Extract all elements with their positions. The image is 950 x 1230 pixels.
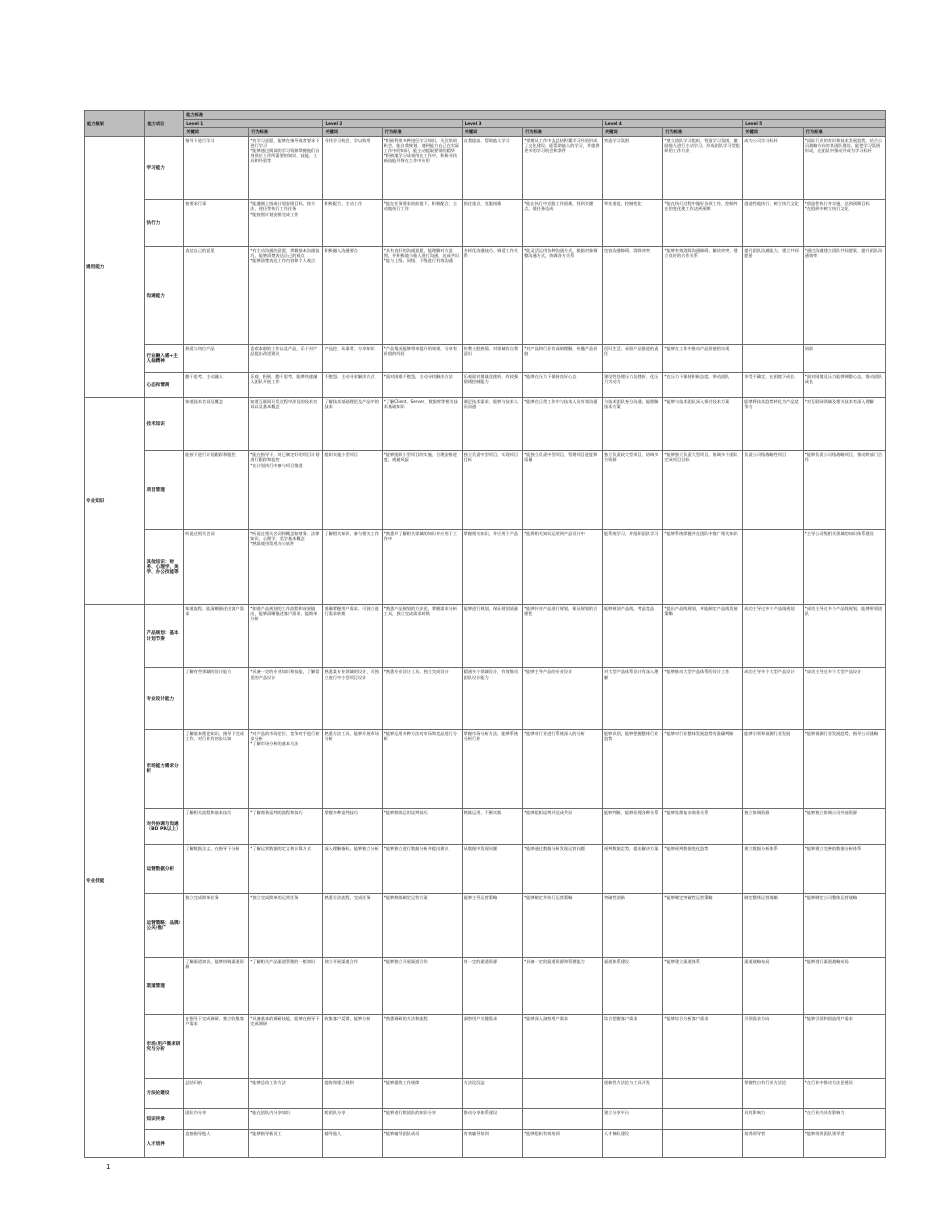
level-behavior: *能够独立进行数据分析并提出建议	[382, 845, 462, 894]
level-behavior: *熟悉并了解相关领域的知识并应用于工作中	[382, 530, 462, 604]
level-behavior: *能够组织小型项目的实施，合理安排进度，规避风险	[382, 451, 462, 530]
level-behavior: *积极利用多种途径学习知识，关注培训机会，能自我规划，遇到能力自己在实际工作中的知识，能主动提取要领的精华 *积极地学习成果用在工作中，积极寻找新技能并将在工作中应用	[382, 136, 462, 200]
level-behavior: *能够指导新员工	[249, 1130, 323, 1158]
level-keyword: 寻找学习机会、学以致用	[323, 136, 382, 200]
level-behavior: *能够主导产品的专业设计	[523, 668, 603, 730]
competency-item: 学习能力	[145, 136, 184, 200]
level-behavior: *能将相关知识运用到产品设计中	[523, 530, 603, 604]
level-keyword: 负责公司级战略性项目	[743, 451, 803, 530]
level-behavior: *能够与技术团队深入探讨技术方案	[663, 398, 743, 451]
level-behavior: *通过沟通建立团队共同愿景，提升团队沟通效率	[803, 247, 885, 345]
level-behavior: 同前	[803, 345, 885, 373]
level-behavior: 喜欢本职的工作以及产品，乐于对产品提出改进建议	[249, 345, 323, 373]
level-behavior: *对互联网领域及相关技术有深入理解	[803, 398, 885, 451]
level-keyword	[743, 345, 803, 373]
level-keyword: 指导下进行学习	[184, 136, 249, 200]
header-item: 能力项目	[145, 111, 184, 137]
level-keyword: 洞察用户关键需求	[462, 1015, 522, 1079]
level-keyword: 人才梯队建设	[602, 1130, 662, 1158]
level-keyword: 产品控、从事者、分享知识	[323, 345, 382, 373]
level-behavior: *熟悉调研的方法和流程	[382, 1015, 462, 1079]
level-behavior: *具备一定的渠道资源和管理能力	[523, 957, 603, 1014]
level-keyword: 与技术团队充分沟通，能理解技术方案	[602, 398, 662, 451]
level-keyword: 能够识别，能够把握整体行业趋势	[602, 730, 662, 809]
level-behavior: 知道互联网开发过程中涉及的技术名词以及基本概念	[249, 398, 323, 451]
level-keyword: 乐观面对挑战及挫折，有较强情绪控制能力	[462, 372, 522, 398]
competency-item: 其他知识：财务、心理学、美学、办公技能等	[145, 530, 184, 604]
competency-item: 沟通能力	[145, 247, 184, 345]
level-keyword: 表达自己的意见	[184, 247, 249, 345]
header-keywords: 关键词	[743, 128, 803, 137]
level-behavior: *能够针对产品进行规划，保证规划的合理性	[523, 604, 603, 668]
level-behavior: *能够总结工作方法	[249, 1079, 323, 1109]
level-behavior: *能够建立渠道体系	[663, 957, 743, 1014]
level-keyword: 了解渠道知识，能够协调渠道资源	[184, 957, 249, 1014]
level-keyword: 在指导下完成调研，独立收集客户需求	[184, 1015, 249, 1079]
competency-table	[84, 110, 886, 1158]
level-behavior: *能够提炼工作规律	[382, 1079, 462, 1109]
level-keyword: 深入理解指标，能够独立分析	[323, 845, 382, 894]
level-behavior: *产品情况能够带来提升的效果，分享有价值的经验	[382, 345, 462, 373]
table-row	[85, 451, 886, 530]
level-behavior: *熟悉专业设计工具，独立完成设计	[382, 668, 462, 730]
level-behavior: *对产品的市场定位、竞争对手进行初步分析 *了解市场分析的基本方法	[249, 730, 323, 809]
level-behavior: *创造性执行并实施，达到预期目标 *在组织中树立执行文化	[803, 200, 885, 247]
level-behavior: *能在指导下，对已制定好的项目计划进行跟踪和监控 *在计划执行中参与项目推进	[249, 451, 323, 530]
header-behavior: 行为标准	[803, 128, 885, 137]
level-keyword: 熟悉某专业领域的设计，可独立进行中小型项目设计	[323, 668, 382, 730]
level-keyword: 成功主导多个大型产品设计	[743, 668, 803, 730]
level-behavior: *了解运营数据的定义和计算方式	[249, 845, 323, 894]
level-behavior: *在压力下保持积极态度，带动团队	[663, 372, 743, 398]
level-keyword: 提升团队沟通能力、建立共同愿景	[743, 247, 803, 345]
level-behavior: *能够组织有效培训	[523, 1130, 603, 1158]
level-keyword: 具有影响力	[743, 1108, 803, 1129]
competency-item: 市场能力需求分析	[145, 730, 184, 809]
level-keyword: 能够进行规划，保证规划质量	[462, 604, 522, 668]
level-behavior: *能够推动大型产品体系的设计工作	[663, 668, 743, 730]
level-keyword: 对大型产品体系设计有深入理解	[602, 668, 662, 730]
competency-item: 心态和情商	[145, 372, 184, 398]
table-row	[85, 136, 886, 200]
level-behavior: *能够处理复杂商务关系	[663, 808, 743, 844]
level-behavior: *了解商务谈判的流程和技巧	[249, 808, 323, 844]
level-behavior: *提出产品线规划，并能制定产品线发展策略	[663, 604, 743, 668]
header-behavior: 行为标准	[249, 128, 323, 137]
level-behavior: *成功主导过多个大型产品设计	[803, 668, 885, 730]
header-behavior: 行为标准	[382, 128, 462, 137]
competency-item: 渠道管理	[145, 957, 184, 1014]
level-keyword: 满足技术需求、能够与技术人员沟通	[462, 398, 522, 451]
level-keyword: 包容沟通障碍、消除冲突	[602, 247, 662, 345]
table-row	[85, 957, 886, 1014]
level-keyword: 能够主导运营策略	[462, 893, 522, 957]
level-keyword: 勤于思考、主动融入	[184, 372, 249, 398]
level-behavior: *面对困境及压力能够调整心态，推动团队成长	[803, 372, 885, 398]
level-keyword: 了解数据含义，在指导下分析	[184, 845, 249, 894]
table-row	[85, 730, 886, 809]
level-keyword: 从数据中发现问题	[462, 845, 522, 894]
competency-item: 项目管理	[145, 451, 184, 530]
level-keyword: 知道技术名词及概念	[184, 398, 249, 451]
level-keyword: 培养领导者	[743, 1130, 803, 1158]
level-keyword: 热爱与岗位产品	[184, 345, 249, 373]
level-behavior: *能独立负责中型项目，管理项目进度和质量	[523, 451, 603, 530]
level-keyword: 独立协调资源	[743, 808, 803, 844]
level-keyword: 成功主导过多个产品线规划	[743, 604, 803, 668]
level-behavior: 乐观、积极，勤于思考，能够快速融入团队开展工作	[249, 372, 323, 398]
table-row	[85, 247, 886, 345]
level-behavior: *能在团队内分享知识	[249, 1108, 323, 1129]
level-behavior: *能够制定公司整体运营战略	[803, 893, 885, 957]
level-keyword: 自我提高、帮助他人学习	[462, 136, 522, 200]
level-behavior: *国际行业的有识和技术发展趋势，结合公司战略方向对其团队建设，能把学习氛围形成，在团队中推动并成为学习标杆	[803, 136, 885, 200]
level-keyword: 不抱怨、主动寻求解决方式	[323, 372, 382, 398]
level-behavior: *能够熟练制定运营方案	[382, 893, 462, 957]
level-keyword: 建设性处理压力及挫折，化压力为动力	[602, 372, 662, 398]
competency-item: 运营策略：品牌/公关/推广	[145, 893, 184, 957]
level-keyword: 了解相关知识、参与相关工作	[323, 530, 382, 604]
level-keyword	[743, 530, 803, 604]
level-keyword: 总结归纳	[184, 1079, 249, 1109]
level-behavior	[523, 1108, 603, 1129]
level-behavior: *能够负责公司级战略项目，推动跨部门合作	[803, 451, 885, 530]
level-keyword: 回归生活，承担产品推进的责任	[602, 345, 662, 373]
level-keyword: 精通多个领域设计，有效推动团队设计能力	[462, 668, 522, 730]
level-keyword: 能按下进行计划跟踪和跟控	[184, 451, 249, 530]
level-keyword: 有一定的渠道资源	[462, 957, 522, 1014]
level-behavior: *对产品和行业有深刻理解，传播产品价值	[523, 345, 603, 373]
header-behavior: 行为标准	[663, 128, 743, 137]
level-behavior: *熟悉产品规划的方法论，掌握需求分析工具，独立完成需求转换	[382, 604, 462, 668]
level-keyword: 建立分享平台	[602, 1108, 662, 1129]
level-behavior: *主导公司级相关领域的知识体系建设	[803, 530, 885, 604]
header-level: Level 2	[323, 119, 462, 128]
level-keyword: 掌握多种谈判技巧	[323, 808, 382, 844]
header-keywords: 关键词	[323, 128, 382, 137]
level-keyword: 直接指导他人	[184, 1130, 249, 1158]
level-behavior: *能够在压力下保持良好心态	[523, 372, 603, 398]
level-behavior: *听说过相关名词和概念如财务、法律知识、心理学、美学基本概念 *熟练使用常用办公软件	[249, 530, 323, 604]
header-keywords: 关键词	[462, 128, 522, 137]
competency-item: 市场/用户需求研究与分析	[145, 1015, 184, 1079]
level-behavior: *在行业内具有影响力	[803, 1108, 885, 1129]
level-keyword: 预判数据走势，提出解决方案	[602, 845, 662, 894]
level-keyword: 营造学习氛围	[602, 136, 662, 200]
level-keyword: 创新性方法论与工具开发	[602, 1079, 662, 1109]
level-behavior: *能够通过数据分析发现运营问题	[523, 845, 603, 894]
level-behavior: *能够独立协调公司外部资源	[803, 808, 885, 844]
level-keyword: 能系统学习，并组织团队学习	[602, 530, 662, 604]
level-behavior: *能够熟练运用谈判技巧	[382, 808, 462, 844]
table-row	[85, 345, 886, 373]
level-keyword: 成为公司学习标杆	[743, 136, 803, 200]
level-behavior: *能够培养团队领导者	[803, 1130, 885, 1158]
level-behavior: *能够引领和创造用户需求	[803, 1015, 885, 1079]
level-behavior: *能够进行跨团队的知识分享	[382, 1108, 462, 1129]
level-keyword: 积极配合、主动工作	[323, 200, 382, 247]
level-behavior: *能在任务要求的前提下，积极配合、主动地执行工作	[382, 200, 462, 247]
table-row	[85, 372, 886, 398]
table-row	[85, 893, 886, 957]
level-behavior	[523, 1079, 603, 1109]
level-keyword: 能够将技术趋势转化为产品竞争力	[743, 398, 803, 451]
level-behavior: *能够建立完善的数据分析体系	[803, 845, 885, 894]
level-behavior: *能够进行渠道战略布局	[803, 957, 885, 1014]
level-behavior: *具备一定的专业知识和技能，了解常见的产品设计	[249, 668, 323, 730]
level-behavior: *有学习意愿，能够在指导或者要求下进行学习 *能够通过阅读的学习资源掌握他们自身岗位工作所需要的知识、技能、工具和经验等	[249, 136, 323, 200]
level-keyword: 了解有些领域的设计能力	[184, 668, 249, 730]
level-keyword: 掌握性自有行业方法论	[743, 1079, 803, 1109]
level-behavior: *能够在日常工作中与技术人员有效沟通	[523, 398, 603, 451]
level-behavior: *能够在工作中推动产品价值的实现	[663, 345, 743, 373]
competency-item: 执行力	[145, 200, 184, 247]
level-keyword: 率先垂范、控制变化	[602, 200, 662, 247]
level-keyword: 收集客户反馈，能够分析	[323, 1015, 382, 1079]
level-behavior: *了解Client、Server、数据库等相关技术基础知识	[382, 398, 462, 451]
level-keyword: 制定整体运营战略	[743, 893, 803, 957]
level-behavior: *能够组织谈判并达成共识	[523, 808, 603, 844]
competency-item: 方法论建设	[145, 1079, 184, 1109]
group-label: 专业知识	[85, 398, 145, 604]
header-level: Level 1	[184, 119, 323, 128]
level-keyword: 积极融入沟通要点	[323, 247, 382, 345]
table-row	[85, 1108, 886, 1129]
level-keyword: 能够判断，能够处理各种关系	[602, 808, 662, 844]
level-behavior: *了解相关产品渠道管理的一般知识	[249, 957, 323, 1014]
level-behavior: *能够综合分析客户需求	[663, 1015, 743, 1079]
header-behavior: 行为标准	[523, 128, 603, 137]
level-behavior: *能够预测行业发展趋势，指导公司战略	[803, 730, 885, 809]
competency-item: 人才培养	[145, 1130, 184, 1158]
level-behavior: *能在执行中克服工作困难，找到关键点，使任务达成	[523, 200, 603, 247]
level-keyword: 独立开展渠道合作	[323, 957, 382, 1014]
level-behavior: *具备基本的调研技能，能够在指导下完成调研	[249, 1015, 323, 1079]
level-behavior: *能够制定突破性运营策略	[663, 893, 743, 957]
level-behavior: *能够对行业进行系统深入的分析	[523, 730, 603, 809]
level-behavior: *能够深入洞察用户需求	[523, 1015, 603, 1079]
level-keyword: 渠道体系建设	[602, 957, 662, 1014]
level-behavior: *面对困难不抱怨，主动寻找解决方法	[382, 372, 462, 398]
level-keyword: 按要求行事	[184, 200, 249, 247]
table-row	[85, 808, 886, 844]
level-keyword: 抓住重点、克服困难	[462, 200, 522, 247]
level-keyword: 引领需求方向	[743, 1015, 803, 1079]
table-row	[85, 1015, 886, 1079]
group-label: 专业技能	[85, 604, 145, 1157]
level-behavior: *独立完成简单的运营任务	[249, 893, 323, 957]
level-keyword: 了解基本理论知识，指导下完成工作，对行业有初步认知	[184, 730, 249, 809]
header-level: Level 5	[743, 119, 886, 128]
level-keyword: 了解技术基础理论及产品中的技术	[323, 398, 382, 451]
header-level: Level 3	[462, 119, 602, 128]
level-keyword: 跨团队分享	[323, 1108, 382, 1129]
header-category: 能力框架	[85, 111, 145, 137]
level-behavior	[663, 1079, 743, 1109]
level-behavior: *能够制定并执行运营策略	[523, 893, 603, 957]
table-row	[85, 530, 886, 604]
header-keywords: 关键词	[602, 128, 662, 137]
level-behavior: *具有良好的沟通意愿，能理解对方意图，并积极地与他人进行沟通，达成共识 *能与上级、同级、下级进行有效沟通	[382, 247, 462, 345]
level-keyword: 有效辅导培训	[462, 1130, 522, 1158]
table-row	[85, 668, 886, 730]
level-behavior: *知道产品规划的工作流程和成果输出，能够清晰描述客户需求，能简单分析	[249, 604, 323, 668]
level-behavior: *能灵活运用各种沟通方式，根据对象调整沟通方式，协调各方关系	[523, 247, 603, 345]
level-behavior: *能够辅导团队成员	[382, 1130, 462, 1158]
header-keywords: 关键词	[184, 128, 249, 137]
level-keyword: 准确掌握用户需求，可独立进行需求转换	[323, 604, 382, 668]
level-keyword: 方法论沉淀	[462, 1079, 522, 1109]
level-keyword: 综合把握客户需求	[602, 1015, 662, 1079]
level-behavior: *能够运用多种方法对市场和竞品进行分析	[382, 730, 462, 809]
level-keyword: 提炼和建立规则	[323, 1079, 382, 1109]
header-standard: 能力标准	[184, 111, 886, 120]
level-behavior: *成功主导过多个产品线规划，能够带领团队	[803, 604, 885, 668]
level-keyword: 传教士般热情、对领域有自我意识	[462, 345, 522, 373]
level-keyword: 独立负责中型项目，实现项目目标	[462, 451, 522, 530]
level-keyword: 渠道战略布局	[743, 957, 803, 1014]
level-behavior	[663, 1130, 743, 1158]
level-keyword: 能够规划产品线，考虑竞品	[602, 604, 662, 668]
table-row	[85, 1079, 886, 1109]
table-row	[85, 398, 886, 451]
level-keyword: 独立完成简单任务	[184, 893, 249, 957]
table-row	[85, 604, 886, 668]
level-keyword: 听说过相关名词	[184, 530, 249, 604]
level-keyword: 享受不确定，在困境下成长	[743, 372, 803, 398]
level-behavior: *在行业中推动方法论建设	[803, 1079, 885, 1109]
level-keyword: 熟练运用，不断实践	[462, 808, 522, 844]
level-behavior: *能够系统掌握并在团队中推广相关知识	[663, 530, 743, 604]
competency-item: 对外协调与沟通（BD PR以上）	[145, 808, 184, 844]
level-behavior: *掌握从工作中去总结积累学习经验形成了文化建设，能帮助他人的学习，并提供更多的学习机会和条件	[523, 136, 603, 200]
competency-item: 行业融入感+主人翁精神	[145, 345, 184, 373]
level-keyword: 组织实施小型项目	[323, 451, 382, 530]
group-label: 通用能力	[85, 136, 145, 398]
level-keyword: 掌握市场分析方法，能够系统分析行业	[462, 730, 522, 809]
level-keyword: 独立负责较大型项目，协调多方资源	[602, 451, 662, 530]
level-keyword: 掌握相关知识，并应用于产品	[462, 530, 522, 604]
level-keyword: 能够引领和预测行业发展	[743, 730, 803, 809]
level-keyword: 了解相关流程和基本技巧	[184, 808, 249, 844]
level-keyword: 熟悉方法流程，完成任务	[323, 893, 382, 957]
level-behavior: *能够对行业整体发展趋势有准确判断	[663, 730, 743, 809]
competency-item: 产品规划：基本计划节奏	[145, 604, 184, 668]
competency-item: 运营数据分析	[145, 845, 184, 894]
level-behavior: *有主动沟通的意愿，掌握基本沟通技巧，能够清楚表达自己的观点 *能够清楚表达工作内容和个人观点	[249, 247, 323, 345]
level-behavior: *能够预判数据变化趋势	[663, 845, 743, 894]
table-row	[85, 1130, 886, 1158]
level-behavior: *建立团队学习组织、营造学习氛围，激励他人进行主动学习，形成团队学习型组织的工作方法	[663, 136, 743, 200]
level-keyword: 辅导他人	[323, 1130, 382, 1158]
level-keyword: 团队内分享	[184, 1108, 249, 1129]
table-row	[85, 845, 886, 894]
level-keyword: 创造性地执行、树立执行文化	[743, 200, 803, 247]
table-row	[85, 200, 886, 247]
level-keyword: 突破性创新	[602, 893, 662, 957]
level-keyword: 知道流程、能清晰描述出客户需求	[184, 604, 249, 668]
level-behavior: *能在执行过程中做好各项工作，控制外在的变化使工作达到预期	[663, 200, 743, 247]
level-behavior: *能够独立开展渠道合作	[382, 957, 462, 1014]
level-keyword: 推动分享体系建设	[462, 1108, 522, 1129]
header-level: Level 4	[602, 119, 742, 128]
level-keyword: 建立数据分析体系	[743, 845, 803, 894]
page-number: 1	[106, 1163, 111, 1171]
competency-item: 知识传承	[145, 1108, 184, 1129]
level-behavior: *能够有效消除沟通障碍，解决冲突，建立良好的合作关系	[663, 247, 743, 345]
level-keyword: 熟悉方法工具，能够开展市场分析	[323, 730, 382, 809]
level-behavior	[663, 1108, 743, 1129]
level-behavior: *能够独立负责大型项目，协调多个团队完成项目目标	[663, 451, 743, 530]
level-keyword: 多样化沟通技巧、调适工作关系	[462, 247, 522, 345]
competency-item: 专业设计能力	[145, 668, 184, 730]
competency-item: 技术知识	[145, 398, 184, 451]
level-behavior: *能遵循上级或计划安排目标，按方法、途径等执行工作任务 *能按照计划安排完成工作	[249, 200, 323, 247]
